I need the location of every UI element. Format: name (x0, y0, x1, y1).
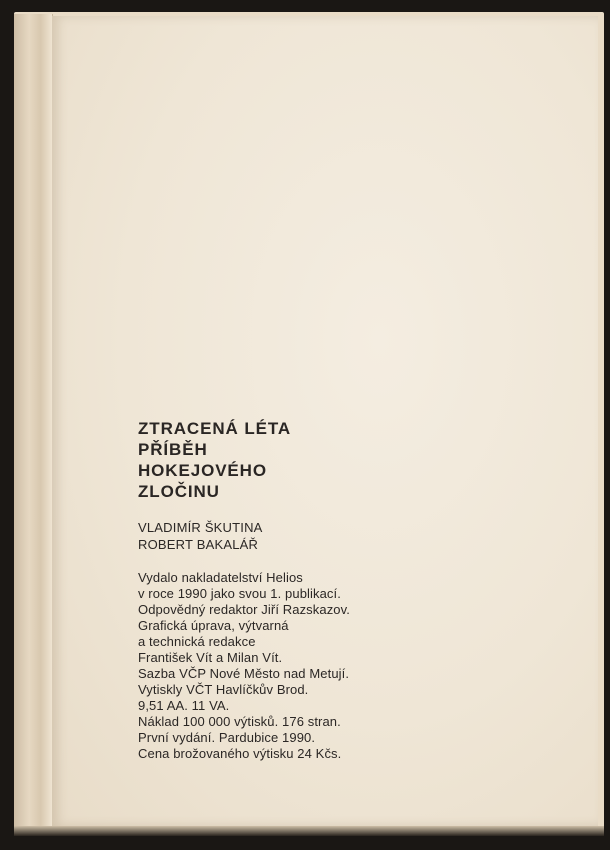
bottom-shadow (14, 826, 604, 836)
colophon (138, 418, 350, 762)
author: ROBERT BAKALÁŘ (138, 537, 259, 552)
author: VLADIMÍR ŠKUTINA (138, 520, 263, 535)
imprint-line: Vydalo nakladatelství Helios (138, 570, 303, 585)
imprint-line: Cena brožovaného výtisku 24 Kčs. (138, 746, 342, 761)
imprint-line: Náklad 100 000 výtisků. 176 stran. (138, 714, 341, 729)
title-line: ZTRACENÁ LÉTA (138, 419, 292, 438)
imprint-line: Grafická úprava, výtvarná (138, 618, 289, 633)
page-edge (14, 14, 53, 832)
imprint-line: Odpovědný redaktor Jiří Razskazov. (138, 602, 350, 617)
imprint-line: František Vít a Milan Vít. (138, 650, 283, 665)
imprint-line: v roce 1990 jako svou 1. publikací. (138, 586, 341, 601)
title-line: PŘÍBĚH (138, 440, 208, 459)
imprint-line: Sazba VČP Nové Město nad Metují. (138, 666, 350, 681)
imprint-line: a technická redakce (138, 634, 256, 649)
imprint-line: První vydání. Pardubice 1990. (138, 730, 316, 745)
imprint (138, 570, 350, 762)
title-line: HOKEJOVÉHO (138, 461, 267, 480)
imprint-line: 9,51 AA. 11 VA. (138, 698, 230, 713)
authors (138, 519, 350, 553)
book-title (138, 418, 350, 502)
imprint-line: Vytiskly VČT Havlíčkův Brod. (138, 682, 309, 697)
title-line: ZLOČINU (138, 482, 220, 501)
